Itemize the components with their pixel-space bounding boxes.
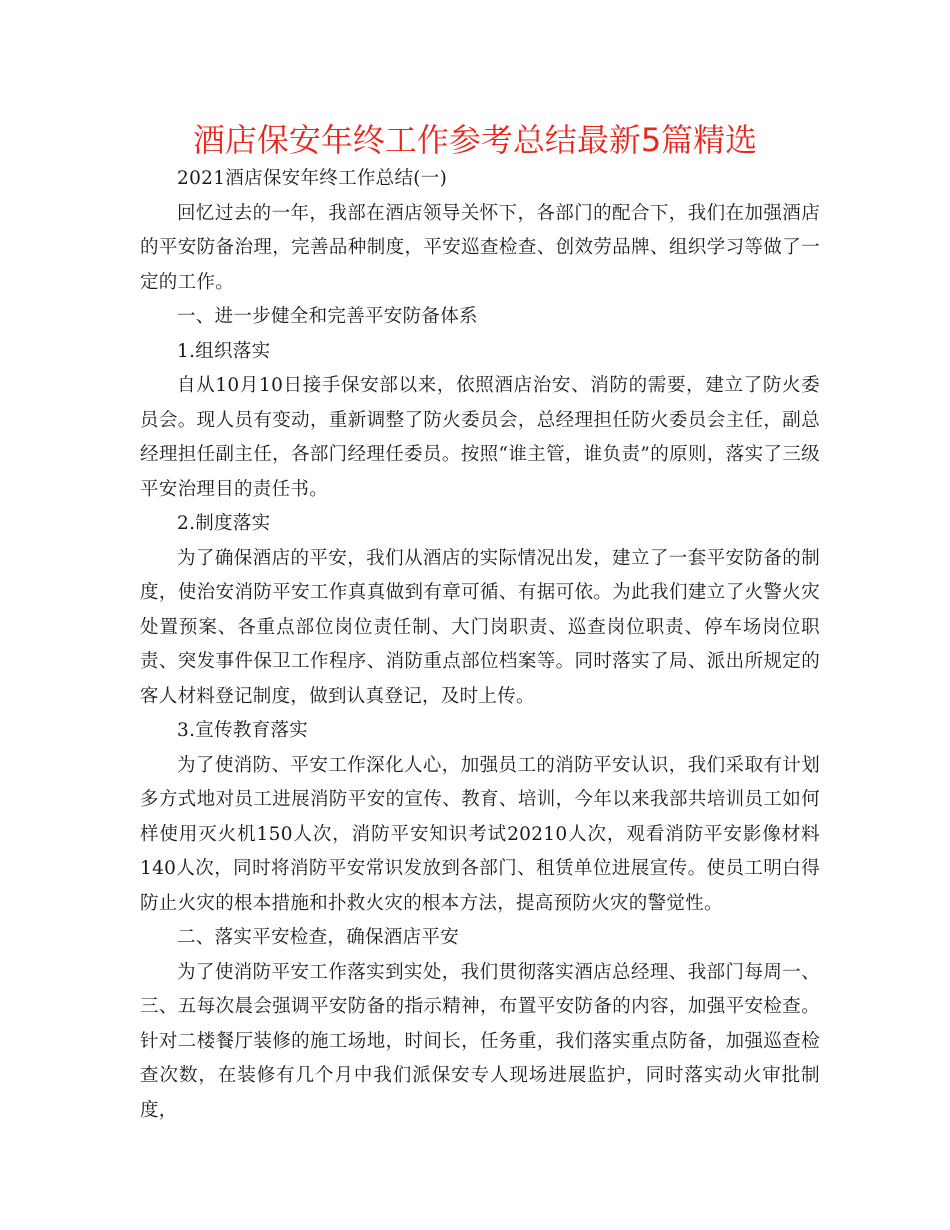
- paragraph-subtitle: 2021酒店保安年终工作总结(一): [177, 168, 448, 189]
- document-title: 酒店保安年终工作参考总结最新5篇精选: [192, 121, 758, 159]
- paragraph: 为了确保酒店的平安，我们从酒店的实际情况出发，建立了一套平安防备的制度，使治安消防平安工作真真做到有章可循、有据可依。为此我们建立了火警火灾处置预案、各重点部位岗位责任制、大门岗职责、巡查岗位职责、停车场岗位职责、突发事件保卫工作程序、消防重点部位档案等。同时落实了局、派出所规定的客人材料登记制度，做到认真登记，及时上传。: [140, 547, 820, 707]
- section-heading: 二、落实平安检查，确保酒店平安: [177, 927, 460, 948]
- document-body: [140, 162, 820, 1128]
- paragraph: 为了使消防、平安工作深化人心，加强员工的消防平安认识，我们采取有计划多方式地对员工进展消防平安的宣传、教育、培训，今年以来我部共培训员工如何样使用灭火机150人次，消防平安知识考试20210人次，观看消防平安影像材料140人次，同时将消防平安常识发放到各部门、租赁单位进展宣传。使员工明白得防止火灾的根本措施和扑救火灾的根本方法，提高预防火灾的警觉性。: [140, 754, 820, 914]
- subsection-heading: 1.组织落实: [177, 340, 271, 362]
- subsection-heading: 3.宣传教育落实: [177, 720, 309, 741]
- subsection-heading: 2.制度落实: [177, 513, 271, 534]
- paragraph: 自从10月10日接手保安部以来，依照酒店治安、消防的需要，建立了防火委员会。现人员有变动，重新调整了防火委员会，总经理担任防火委员会主任，副总经理担任副主任，各部门经理任委员。按照“谁主管，谁负责”的原则，落实了三级平安治理目的责任书。: [140, 375, 820, 500]
- section-heading: 一、进一步健全和完善平安防备体系: [177, 306, 478, 327]
- paragraph: 为了使消防平安工作落实到实处，我们贯彻落实酒店总经理、我部门每周一、三、五每次晨会强调平安防备的指示精神，布置平安防备的内容，加强平安检查。针对二楼餐厅装修的施工场地，时间长，任务重，我们落实重点防备，加强巡查检查次数，在装修有几个月中我们派保安专人现场进展监护，同时落实动火审批制度，: [140, 961, 820, 1121]
- paragraph: 回忆过去的一年，我部在酒店领导关怀下，各部门的配合下，我们在加强酒店的平安防备治理，完善品种制度，平安巡查检查、创效劳品牌、组织学习等做了一定的工作。: [140, 202, 820, 293]
